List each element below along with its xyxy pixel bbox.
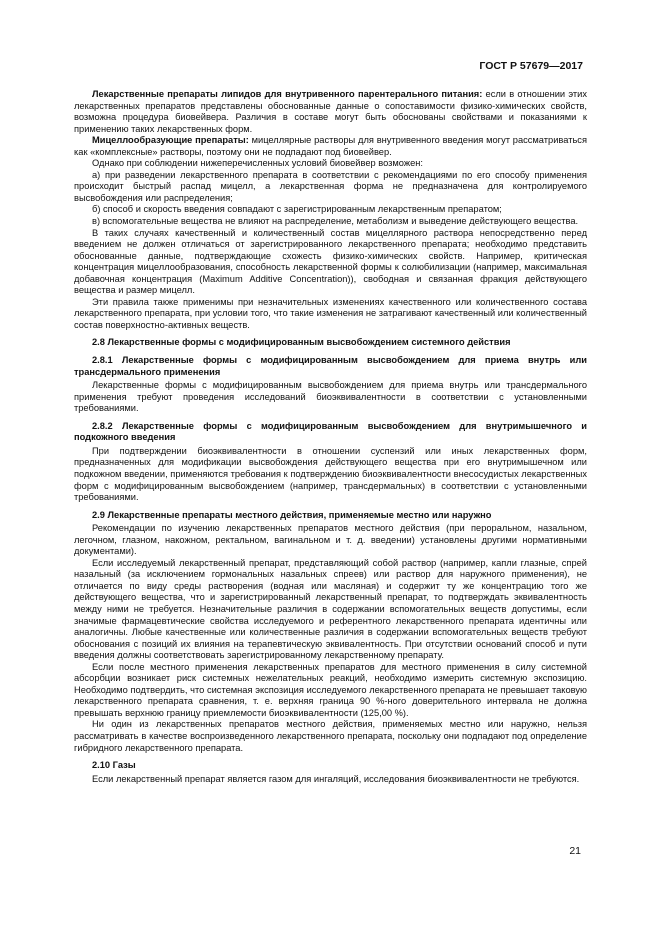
- paragraph-text: в) вспомогательные вещества не влияют на распределение, метаболизм и выведение действующего вещества.: [92, 216, 579, 227]
- section-heading: 2.8.2 Лекарственные формы с модифицированным высвобождением для внутримышечного и подкожного введения: [74, 420, 587, 443]
- paragraph-text: В таких случаях качественный и количественный состав мицеллярного раствора непосредственно перед введением не должен отличаться от зарегистрированного лекарственного препарата; необходимо представить обоснованные данные, подтверждающие схожесть физико-химических свойств. Например, критическая концентрация мицеллообразования, способность лекарственной формы к солюбилизации (например, максимальная добавочная концентрация (Maximum Additive Concentration)), свободная и связанная фракция действующего вещества и размер мицелл.: [74, 227, 587, 296]
- paragraph-text: Рекомендации по изучению лекарственных препаратов местного действия (при пероральном, назальном, легочном, глазном, накожном, ректальном, вагинальном и т. д. введении) установлены другими нормативными документами).: [74, 523, 587, 557]
- paragraph-text: Если исследуемый лекарственный препарат, представляющий собой раствор (например, капли глазные, спрей назальный (за исключением гормональных назальных спреев) или раствор для наружного применения), не отличается по виду среды растворения (водная или масляная) и содержит ту же концентрацию того же действующего вещества, что и зарегистрированный лекарственный препарат, то подтверждать эквивалентность между ними не требуется. Незначительные различия в содержании вспомогательных веществ допустимы, если значимые фармацевтические свойства исследуемого и референтного лекарственного препарата идентичны или аналогичны. Любые качественные или количественные различия в содержании вспомогательных веществ требуют обоснования с позиций их влияния на терапевтическую эквивалентность. При отсутствии оснований способ и пути введения должны соответствовать зарегистрированному лекарственному препарату.: [74, 557, 587, 661]
- section-heading: 2.8.1 Лекарственные формы с модифицированным высвобождением для приема внутрь или трансдермального применения: [74, 355, 587, 377]
- paragraph: [74, 89, 587, 135]
- paragraph: [74, 228, 587, 297]
- paragraph-text: Лекарственные формы с модифицированным высвобождением для приема внутрь или трансдермального применения требуют проведения исследований биоэквивалентности в соответствии с установленными требованиями.: [74, 380, 587, 414]
- paragraph-text: Если после местного применения лекарственных препаратов для местного применения в силу системной абсорбции возникает риск системных нежелательных реакций, необходимо измерить системную экспозицию. Необходимо подтвердить, что системная экспозиция исследуемого лекарственного препарата не превышает таковую лекарственного препарата сравнения, т. е. верхняя граница 90 %-ного доверительного интервала не должна превышать верхнюю границу приемлемости биоэквивалентности (125,00 %).: [74, 661, 587, 718]
- paragraph: [74, 558, 587, 662]
- document-body: [74, 89, 587, 785]
- paragraph-text: При подтверждении биоэквивалентности в отношении суспензий или иных лекарственных форм, предназначенных для модификации высвобождения действующего вещества при его внутримышечном или подкожном введении, применяются требования к подтверждению биоэквивалентности внесосудистых лекарственных форм с модифицированным высвобождением (например, трансдермальных) в соответствии с установленными требованиями.: [74, 445, 587, 503]
- paragraph-text: Ни один из лекарственных препаратов местного действия, применяемых местно или наружно, нельзя рассматривать в качестве воспроизведенного лекарственного препарата, поскольку они подпадают под определение гибридного лекарственного препарата.: [74, 719, 587, 753]
- paragraph-text: Эти правила также применимы при незначительных изменениях качественного или количественного состава лекарственного препарата, при условии того, что такие изменения не затрагивают качественный или количественный состав поверхностно-активных веществ.: [74, 296, 587, 330]
- paragraph: [74, 774, 587, 786]
- paragraph-text: если в отношении этих лекарственных препаратов представлены обоснованные данные о сопоставимости физико-химических свойств, возможна процедура биовейвера. Различия в составе могут быть обоснованы свойствами и показаниями к применению таких лекарственных форм.: [74, 89, 587, 134]
- paragraph-text: Если лекарственный препарат является газом для ингаляций, исследования биоэквивалентности не требуются.: [92, 773, 580, 784]
- paragraph: [74, 446, 587, 504]
- paragraph-text: а) при разведении лекарственного препарата в соответствии с рекомендациями по его способу применения происходит быстрый распад мицелл, а лекарственная форма не предназначена для контролируемого высвобождения или распределения;: [74, 169, 587, 203]
- paragraph-lead: Мицеллообразующие препараты:: [92, 135, 249, 146]
- paragraph: [74, 662, 587, 720]
- section-heading: 2.9 Лекарственные препараты местного действия, применяемые местно или наружно: [92, 509, 492, 520]
- paragraph: [74, 170, 587, 205]
- section-heading: 2.8 Лекарственные формы с модифицированным высвобождением системного действия: [92, 337, 511, 348]
- paragraph: [74, 204, 587, 216]
- page-number: 21: [569, 845, 581, 857]
- paragraph: [74, 216, 587, 228]
- paragraph-text: б) способ и скорость введения совпадают с зарегистрированным лекарственным препаратом;: [92, 204, 502, 215]
- section-heading: 2.10 Газы: [92, 760, 136, 771]
- document-code: ГОСТ Р 57679—2017: [479, 60, 583, 72]
- paragraph-text: Однако при соблюдении нижеперечисленных условий биовейвер возможен:: [92, 158, 423, 169]
- paragraph: [74, 380, 587, 415]
- paragraph: [74, 135, 587, 158]
- paragraph: [74, 523, 587, 558]
- paragraph: [74, 158, 587, 170]
- paragraph-lead: Лекарственные препараты липидов для внутривенного парентерального питания:: [92, 89, 483, 99]
- paragraph-text: мицеллярные растворы для внутривенного введения могут рассматриваться как «комплексные» растворы, поэтому они не подпадают под биовейвер.: [74, 135, 587, 157]
- paragraph: [74, 719, 587, 754]
- paragraph: [74, 297, 587, 332]
